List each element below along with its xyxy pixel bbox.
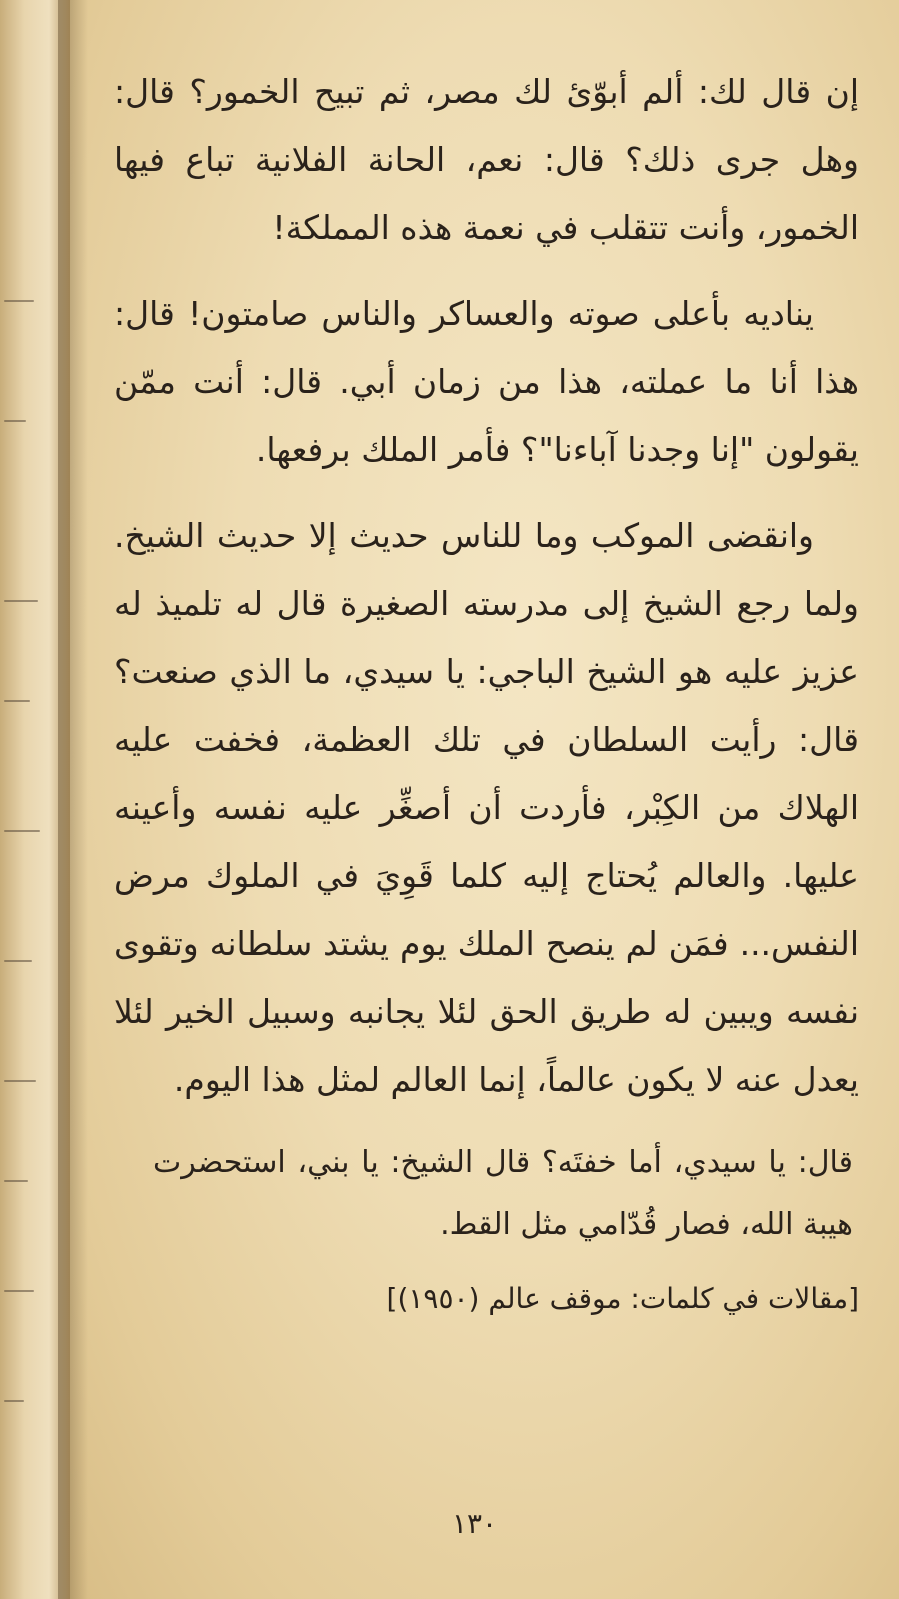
page-number: ١٣٠ (451, 1507, 498, 1540)
margin-handwriting (4, 300, 34, 302)
margin-handwriting (4, 960, 32, 962)
margin-handwriting (4, 1290, 34, 1292)
margin-handwriting (4, 700, 30, 702)
book-page (70, 0, 899, 1599)
margin-handwriting (4, 1080, 36, 1082)
page-text (114, 58, 859, 1324)
margin-handwriting (4, 830, 40, 832)
margin-handwriting (4, 600, 38, 602)
margin-handwriting (4, 1180, 28, 1182)
paragraph: إن قال لك: ألم أبوّئ لك مصر، ثم تبيح الخمور؟ قال: وهل جرى ذلك؟ قال: نعم، الحانة الفلانية تباع فيها الخمور، وأنت تتقلب في نعمة هذه المملكة! (114, 72, 859, 247)
paragraph: وانقضى الموكب وما للناس حديث إلا حديث الشيخ. ولما رجع الشيخ إلى مدرسته الصغيرة قال له تلميذ له عزيز عليه هو الشيخ الباجي: يا سيدي، ما الذي صنعت؟ قال: رأيت السلطان في تلك العظمة، فخفت عليه الهلاك من الكِبْر، فأردت أن أصغِّر عليه نفسه وأعينه عليها. والعالم يُحتاج إليه كلما قَوِيَ في الملوك مرض النفس... فمَن لم ينصح الملك يوم يشتد سلطانه وتقوى نفسه ويبين له طريق الحق لئلا يجانبه وسبيل الخير لئلا يعدل عنه لا يكون عالماً، إنما العالم لمثل هذا اليوم. (114, 516, 859, 1099)
margin-handwriting (4, 1400, 24, 1402)
margin-handwriting (4, 420, 26, 422)
gutter-shadow (58, 0, 88, 1599)
paragraph: يناديه بأعلى صوته والعساكر والناس صامتون! قال: هذا أنا ما عملته، هذا من زمان أبي. قال: أنت ممّن يقولون "إنا وجدنا آباءنا"؟ فأمر الملك برفعها. (114, 294, 859, 469)
source-citation: [مقالات في كلمات: موقف عالم (١٩٥٠)] (386, 1282, 859, 1315)
dialogue-paragraph: قال: يا سيدي، أما خفتَه؟ قال الشيخ: يا بني، استحضرت هيبة الله، فصار قُدّامي مثل القط. (153, 1145, 853, 1242)
